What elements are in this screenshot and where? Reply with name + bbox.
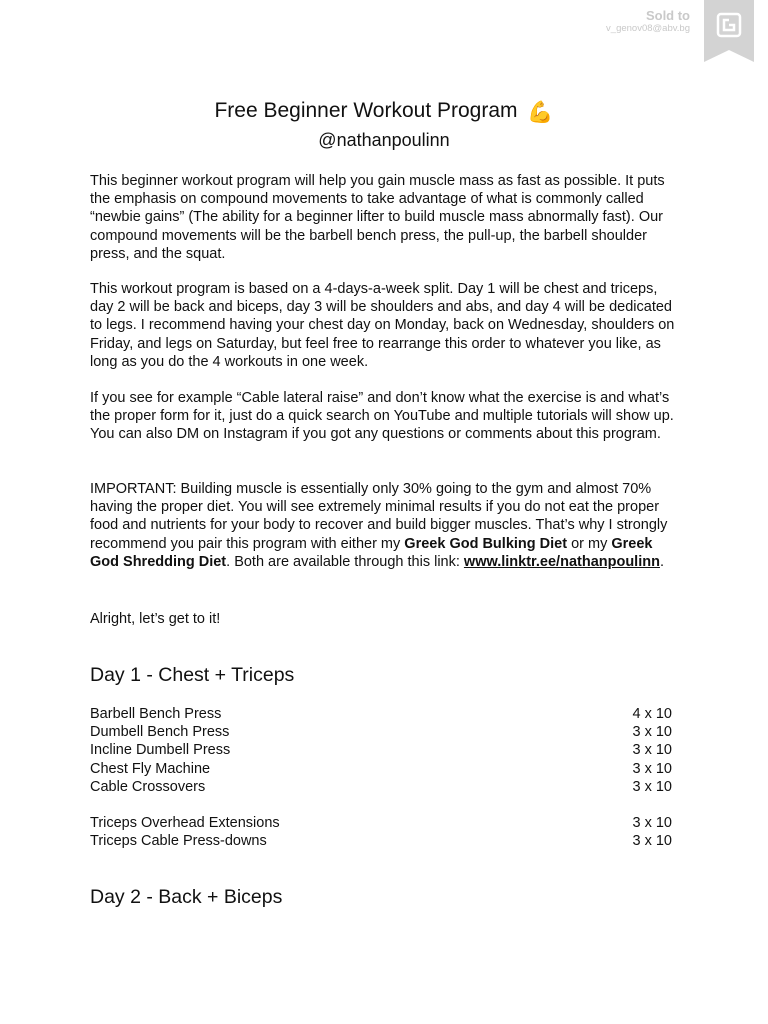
sold-to-label: Sold to [645,8,690,23]
exercise-row [90,741,672,759]
exercise-sets: 3 x 10 [632,742,672,759]
exercise-row [90,814,672,832]
exercise-row [90,705,672,723]
or-text: or my [567,535,612,552]
author-handle: @nathanpoulinn [318,130,450,150]
exercise-sets: 3 x 10 [632,760,672,777]
intro-paragraph-5: Alright, let’s get to it! [90,611,221,627]
exercise-name: Incline Dumbell Press [90,742,231,759]
exercise-sets: 4 x 10 [632,706,672,722]
important-paragraph [90,480,680,571]
exercise-name: Dumbell Bench Press [90,724,230,741]
day1-heading: Day 1 - Chest + Triceps [90,664,295,686]
exercise-name: Triceps Overhead Extensions [90,815,280,831]
title-text: Free Beginner Workout Program [214,99,518,122]
exercise-row [90,723,672,741]
exercise-sets: 3 x 10 [632,778,672,795]
buyer-email: v_genov08@abv.bg [606,22,690,34]
exercise-sets: 3 x 10 [632,815,672,831]
exercise-row [90,760,672,778]
triceps-exercise-list [90,814,672,850]
exercise-sets: 3 x 10 [632,833,672,850]
exercise-name: Barbell Bench Press [90,706,222,722]
available-text: . Both are available through this link: [226,553,464,570]
sold-to-watermark [606,9,690,35]
intro-paragraph-1: This beginner workout program will help you gain muscle mass as fast as possible. It puts the emphasis on compound movements to take advantage of what is commonly called “newbie gains” (The ability for a beginner lifter to build muscle mass abnormally fast). Our compound movements will be the barbell bench press, the pull-up, the barbell shoulder press, and the squat. [90,173,665,262]
exercise-name: Triceps Cable Press-downs [90,833,267,850]
g-logo-icon [704,0,754,62]
chest-exercise-list [90,705,672,796]
exercise-name: Chest Fly Machine [90,760,211,777]
shredding-diet-name: Greek God Shredding Diet [90,535,653,570]
intro-paragraph-3: If you see for example “Cable lateral raise” and don’t know what the exercise is and what’s the proper form for it, just do a quick search on YouTube and multiple tutorials will show up. You can also DM on Instagram if you got any questions or comments about this program. [90,390,674,443]
page-title [0,99,768,125]
linktree-link[interactable]: www.linktr.ee/nathanpoulinn [463,553,660,570]
intro-paragraph-2: This workout program is based on a 4-days-a-week split. Day 1 will be chest and triceps, day 2 will be back and biceps, day 3 will be shoulders and abs, and day 4 will be dedicated to legs. I recommend having your chest day on Monday, back on Wednesday, shoulders on Friday, and legs on Saturday, but feel free to rearrange this order to whatever you like, as long as you do the 4 workouts in one week. [90,281,675,370]
period-text: . [659,553,664,570]
exercise-row [90,832,672,850]
important-text: IMPORTANT: Building muscle is essentially only 30% going to the gym and almost 70% having the proper diet. You will see extremely minimal results if you do not eat the proper food and nutrients for your body to recover and build bigger muscles. That’s why I strongly recommend you pair this program with either my [90,481,668,552]
exercise-sets: 3 x 10 [632,724,672,741]
flexed-biceps-icon: 💪 [527,101,554,124]
exercise-row [90,778,672,796]
day2-heading: Day 2 - Back + Biceps [90,886,283,908]
exercise-name: Cable Crossovers [90,778,206,795]
bulking-diet-name: Greek God Bulking Diet [404,535,568,552]
